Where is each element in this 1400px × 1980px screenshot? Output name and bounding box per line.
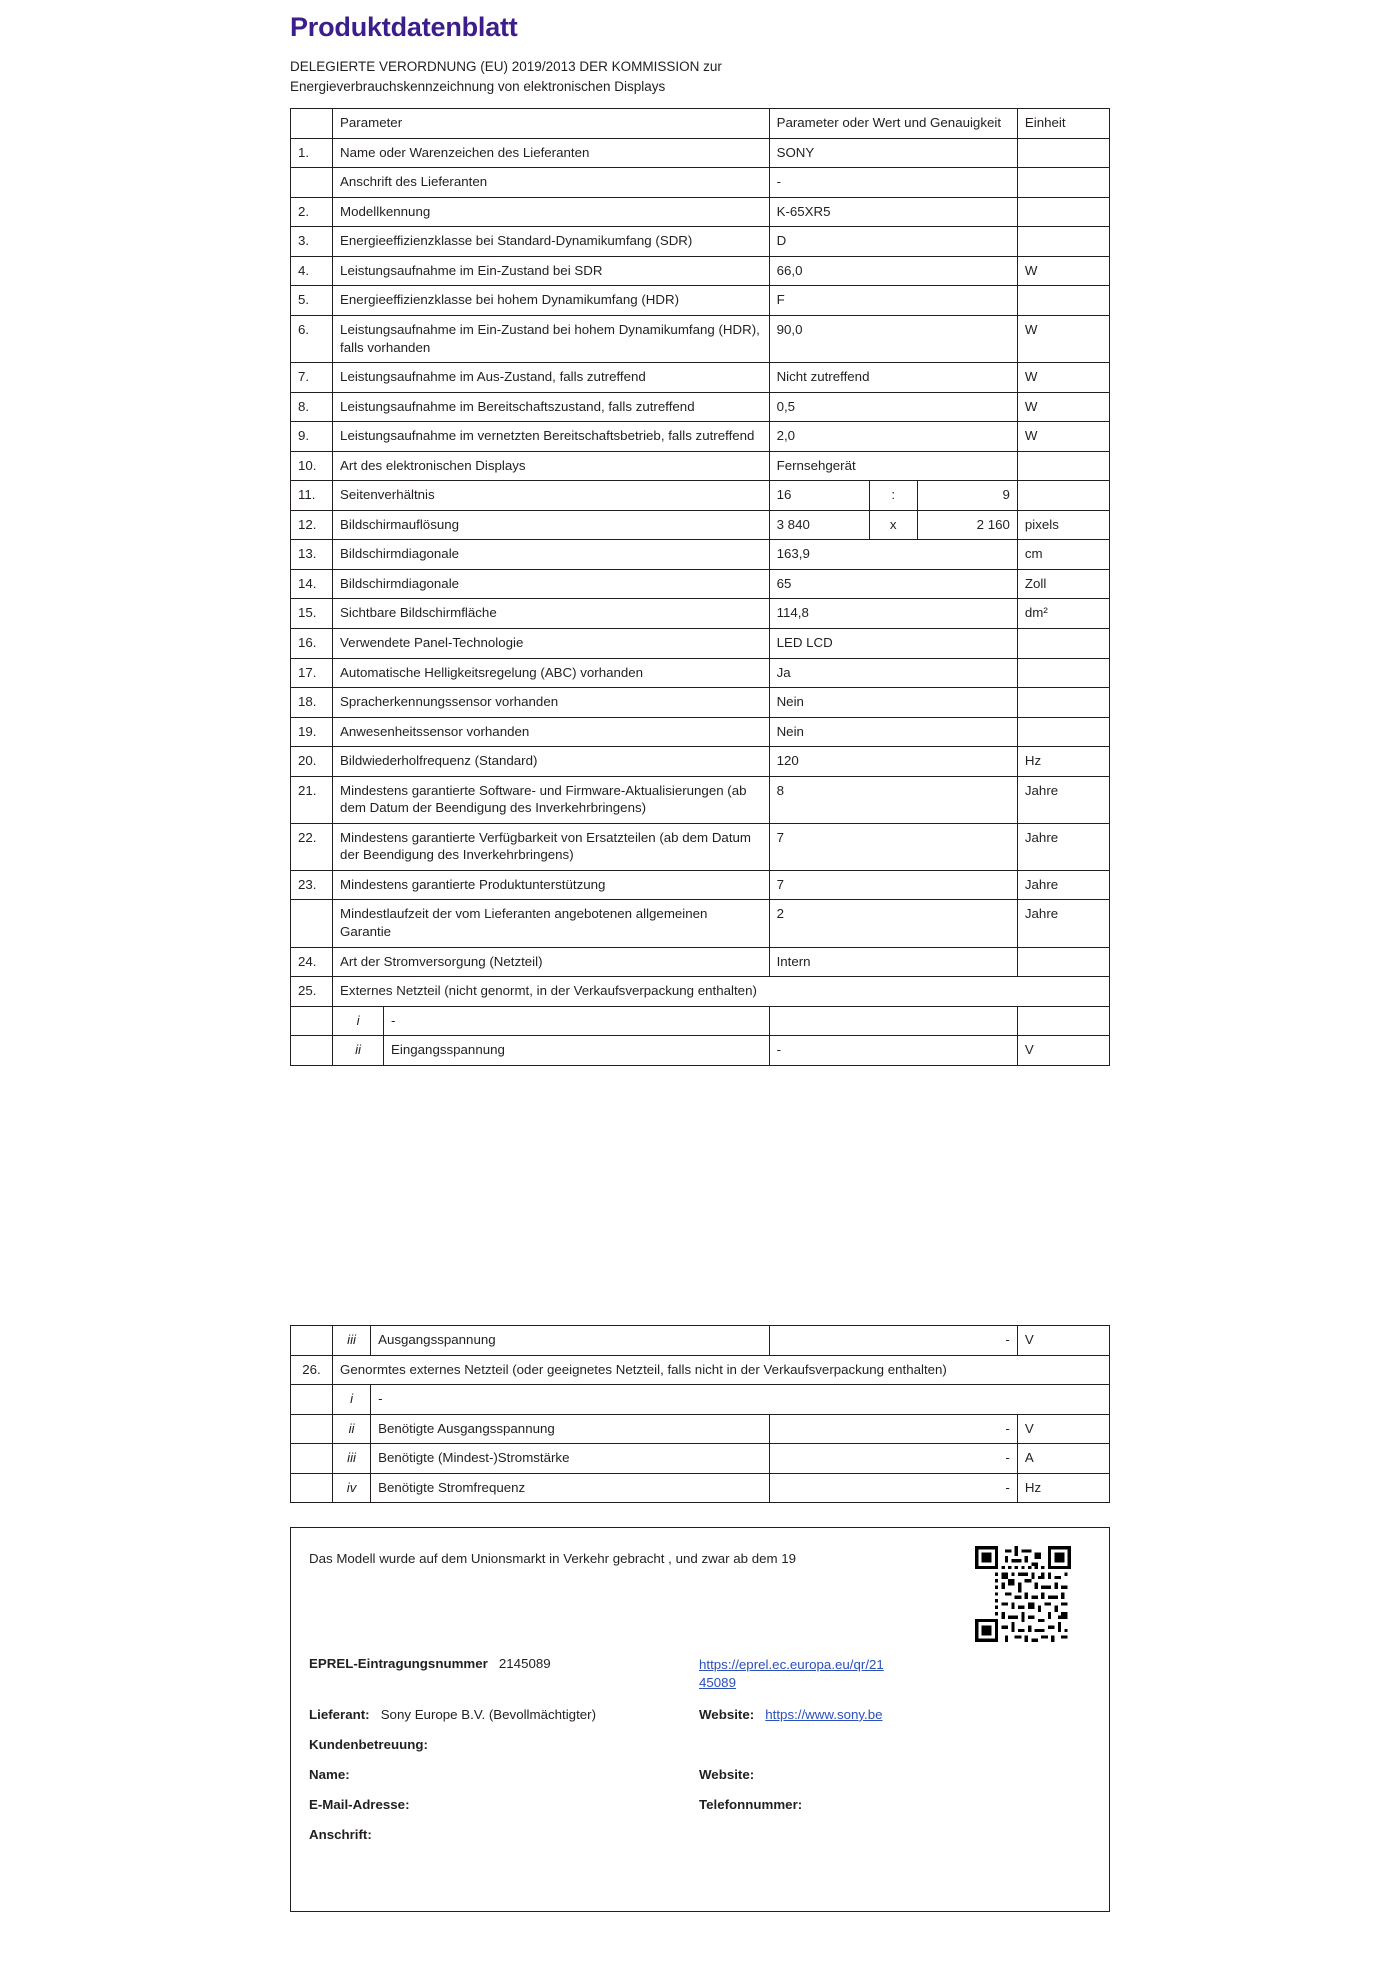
table-row: [291, 286, 1110, 316]
product-parameters-table: [290, 108, 1110, 1066]
row-value: Nicht zutreffend: [769, 363, 1017, 393]
resolution-height: 2 160: [976, 516, 1010, 532]
market-placement-note: Das Modell wurde auf dem Unionsmarkt in Verkehr gebracht , und zwar ab dem 19: [309, 1551, 797, 1566]
row-num: 26.: [291, 1355, 333, 1385]
subrow-param: Benötigte (Mindest-)Stromstärke: [371, 1444, 769, 1474]
table-row: [291, 392, 1110, 422]
row-unit: [1017, 451, 1109, 481]
row-param: Spracherkennungssensor vorhanden: [333, 688, 770, 718]
row-num: 25.: [291, 977, 333, 1007]
website-label-2: Website:: [699, 1766, 755, 1782]
table-row: [291, 363, 1110, 393]
subrow-param-cell: [333, 1036, 770, 1066]
row-num: 20.: [291, 747, 333, 777]
row-unit: W: [1017, 422, 1109, 452]
row-value: LED LCD: [769, 628, 1017, 658]
row-num: 18.: [291, 688, 333, 718]
subrow-value: -: [769, 1414, 1017, 1444]
row-unit: W: [1017, 363, 1109, 393]
customer-support-label: Kundenbetreuung:: [309, 1736, 428, 1752]
subrow-unit: A: [1017, 1444, 1109, 1474]
row-unit: [1017, 138, 1109, 168]
row-unit: W: [1017, 256, 1109, 286]
subrow-unit: V: [1017, 1326, 1109, 1356]
row-param: Automatische Helligkeitsregelung (ABC) vorhanden: [333, 658, 770, 688]
email-right: [699, 1797, 1079, 1812]
row-num-empty: [291, 1006, 333, 1036]
supplier-value: Sony Europe B.V. (Bevollmächtigter): [380, 1706, 597, 1722]
row-value: 8: [769, 776, 1017, 823]
subrow-roman: iii: [333, 1444, 371, 1474]
row-param: Energieeffizienzklasse bei Standard-Dynamikumfang (SDR): [333, 227, 770, 257]
resolution-separator: x: [869, 511, 918, 540]
row-num: [291, 168, 333, 198]
row-param: Mindestens garantierte Verfügbarkeit von Ersatzteilen (ab dem Datum der Beendigung des Inverkehrbringens): [333, 823, 770, 870]
aspect-width: 16: [776, 487, 792, 503]
subrow-roman: i: [333, 1385, 371, 1415]
row-num: 22.: [291, 823, 333, 870]
row-value: Intern: [769, 947, 1017, 977]
row-num-empty: [291, 1473, 333, 1503]
row-value: 114,8: [769, 599, 1017, 629]
qr-code: [975, 1546, 1071, 1642]
row-num: 24.: [291, 947, 333, 977]
customer-support-left: [309, 1737, 699, 1752]
row-value: Nein: [769, 717, 1017, 747]
row-num: 5.: [291, 286, 333, 316]
table-subrow: [291, 1385, 1110, 1415]
row-num-empty: [291, 1414, 333, 1444]
row-value-split: [769, 481, 1017, 511]
footer-details-grid: [309, 1656, 1093, 1857]
subrow-param: -: [391, 1012, 396, 1028]
subrow-value: -: [769, 1326, 1017, 1356]
subrow-value: -: [769, 1444, 1017, 1474]
row-param: Seitenverhältnis: [333, 481, 770, 511]
row-num: 15.: [291, 599, 333, 629]
email-left: [309, 1797, 699, 1812]
row-value: SONY: [769, 138, 1017, 168]
row-num-empty: [291, 1036, 333, 1066]
eprel-row: [309, 1656, 1093, 1692]
row-num: 13.: [291, 540, 333, 570]
row-param: Energieeffizienzklasse bei hohem Dynamikumfang (HDR): [333, 286, 770, 316]
row-param: Leistungsaufnahme im Ein-Zustand bei SDR: [333, 256, 770, 286]
row-unit: [1017, 628, 1109, 658]
phone-label: Telefonnummer:: [699, 1796, 803, 1812]
table-row: [291, 138, 1110, 168]
subrow-param: Benötigte Ausgangsspannung: [371, 1414, 769, 1444]
supplier-website-link[interactable]: https://www.sony.be: [765, 1706, 883, 1722]
row-value: D: [769, 227, 1017, 257]
table-row: [291, 628, 1110, 658]
row-value: 7: [769, 870, 1017, 900]
table-row: [291, 227, 1110, 257]
row-param: Art der Stromversorgung (Netzteil): [333, 947, 770, 977]
row-unit: [1017, 717, 1109, 747]
email-row: [309, 1797, 1093, 1812]
table-row: [291, 747, 1110, 777]
row-unit: W: [1017, 392, 1109, 422]
email-label: E-Mail-Adresse:: [309, 1796, 410, 1812]
table-row: [291, 540, 1110, 570]
address-row: [309, 1827, 1093, 1842]
header-value: Parameter oder Wert und Genauigkeit: [769, 109, 1017, 139]
row-num: 21.: [291, 776, 333, 823]
row-value-split: [769, 510, 1017, 540]
row-unit: dm²: [1017, 599, 1109, 629]
row-value: 120: [769, 747, 1017, 777]
row-param: Anschrift des Lieferanten: [333, 168, 770, 198]
subrow-unit: V: [1017, 1414, 1109, 1444]
table-row: [291, 947, 1110, 977]
row-num: 7.: [291, 363, 333, 393]
subrow-roman: i: [333, 1007, 384, 1036]
row-unit: cm: [1017, 540, 1109, 570]
row-value: 65: [769, 569, 1017, 599]
table-row: [291, 776, 1110, 823]
row-unit: [1017, 481, 1109, 511]
table-subrow: [291, 1006, 1110, 1036]
eprel-qr-link[interactable]: https://eprel.ec.europa.eu/qr/21: [699, 1657, 884, 1672]
row-param: Bildwiederholfrequenz (Standard): [333, 747, 770, 777]
row-unit: W: [1017, 315, 1109, 362]
datasheet-continuation-block: [290, 1325, 1110, 1503]
qr-code-image: [975, 1546, 1071, 1642]
aspect-separator: :: [869, 481, 918, 510]
table-row: [291, 422, 1110, 452]
row-unit: [1017, 168, 1109, 198]
table-row: [291, 256, 1110, 286]
row-param: Mindestens garantierte Software- und Firmware-Aktualisierungen (ab dem Datum der Beendigung des Inverkehrbringens): [333, 776, 770, 823]
address-left: [309, 1827, 699, 1842]
row-param: Genormtes externes Netzteil (oder geeignetes Netzteil, falls nicht in der Verkaufsverpackung enthalten): [333, 1355, 1110, 1385]
subrow-unit: Hz: [1017, 1473, 1109, 1503]
table-subrow: [291, 1414, 1110, 1444]
subtitle-line-2: Energieverbrauchskennzeichnung von elektronischen Displays: [290, 78, 666, 94]
row-unit: Jahre: [1017, 823, 1109, 870]
row-unit: [1017, 688, 1109, 718]
row-value: 2,0: [769, 422, 1017, 452]
row-param: Modellkennung: [333, 197, 770, 227]
row-value: F: [769, 286, 1017, 316]
subrow-param: Ausgangsspannung: [371, 1326, 769, 1356]
subrow-param: Eingangsspannung: [391, 1042, 505, 1058]
row-num-empty: [291, 1385, 333, 1415]
name-right: [699, 1767, 1079, 1782]
row-num: 10.: [291, 451, 333, 481]
subrow-unit: [1017, 1006, 1109, 1036]
row-value: -: [769, 168, 1017, 198]
subrow-param-cell: [333, 1006, 770, 1036]
row-num: 3.: [291, 227, 333, 257]
row-unit: Zoll: [1017, 569, 1109, 599]
row-param: Bildschirmdiagonale: [333, 540, 770, 570]
table-row: [291, 717, 1110, 747]
row-unit: Hz: [1017, 747, 1109, 777]
table-row: [291, 658, 1110, 688]
name-row: [309, 1767, 1093, 1782]
row-param: Leistungsaufnahme im vernetzten Bereitschaftsbetrieb, falls zutreffend: [333, 422, 770, 452]
table-subrow: [291, 1473, 1110, 1503]
row-param: Leistungsaufnahme im Ein-Zustand bei hohem Dynamikumfang (HDR), falls vorhanden: [333, 315, 770, 362]
supplier-right: [699, 1707, 1079, 1722]
row-param: Bildschirmdiagonale: [333, 569, 770, 599]
table-row: [291, 823, 1110, 870]
table-row-25: [291, 977, 1110, 1007]
row-param: Anwesenheitssensor vorhanden: [333, 717, 770, 747]
table-row-26: [291, 1355, 1110, 1385]
row-value: 66,0: [769, 256, 1017, 286]
row-param: Mindestens garantierte Produktunterstützung: [333, 870, 770, 900]
eprel-label: EPREL-Eintragungsnummer: [309, 1656, 488, 1671]
row-param: Externes Netzteil (nicht genormt, in der Verkaufsverpackung enthalten): [333, 977, 1110, 1007]
row-unit: [1017, 286, 1109, 316]
row-num: 8.: [291, 392, 333, 422]
row-num: 1.: [291, 138, 333, 168]
table-row: [291, 168, 1110, 198]
resolution-width: 3 840: [776, 516, 810, 532]
row-num: 12.: [291, 510, 333, 540]
row-num-empty: [291, 1326, 333, 1356]
subtitle-line-1: DELEGIERTE VERORDNUNG (EU) 2019/2013 DER KOMMISSION zur: [290, 59, 722, 74]
subrow-value: -: [769, 1036, 1017, 1066]
row-param: Art des elektronischen Displays: [333, 451, 770, 481]
table-row: [291, 315, 1110, 362]
row-num: 19.: [291, 717, 333, 747]
row-num: 16.: [291, 628, 333, 658]
header-parameter: Parameter: [333, 109, 770, 139]
row-unit: Jahre: [1017, 870, 1109, 900]
row-unit: [1017, 227, 1109, 257]
row-value: Fernsehgerät: [769, 451, 1017, 481]
table-header-row: [291, 109, 1110, 139]
subrow-value: [769, 1006, 1017, 1036]
header-num: [291, 109, 333, 139]
row-unit: [1017, 947, 1109, 977]
eprel-left: [309, 1656, 699, 1671]
table-row: [291, 510, 1110, 540]
row-num-empty: [291, 1444, 333, 1474]
row-num: 11.: [291, 481, 333, 511]
row-unit: [1017, 197, 1109, 227]
row-unit: pixels: [1017, 510, 1109, 540]
subrow-param: -: [371, 1385, 1110, 1415]
row-param: Mindestlaufzeit der vom Lieferanten angebotenen allgemeinen Garantie: [333, 900, 770, 947]
table-row: [291, 688, 1110, 718]
supplier-left: [309, 1707, 699, 1722]
datasheet-top-block: [290, 12, 1110, 1066]
row-param: Name oder Warenzeichen des Lieferanten: [333, 138, 770, 168]
row-num: 9.: [291, 422, 333, 452]
row-value: K-65XR5: [769, 197, 1017, 227]
row-param: Leistungsaufnahme im Aus-Zustand, falls zutreffend: [333, 363, 770, 393]
footer-info-box: [290, 1527, 1110, 1912]
eprel-value: 2145089: [498, 1656, 551, 1671]
row-param: Sichtbare Bildschirmfläche: [333, 599, 770, 629]
row-value: 163,9: [769, 540, 1017, 570]
table-row: [291, 870, 1110, 900]
aspect-height: 9: [1002, 487, 1010, 503]
address-label: Anschrift:: [309, 1826, 372, 1842]
customer-support-row: [309, 1737, 1093, 1752]
row-num: 2.: [291, 197, 333, 227]
row-num: [291, 900, 333, 947]
subrow-unit: V: [1017, 1036, 1109, 1066]
name-left: [309, 1767, 699, 1782]
row-param: Leistungsaufnahme im Bereitschaftszustand, falls zutreffend: [333, 392, 770, 422]
row-param: Verwendete Panel-Technologie: [333, 628, 770, 658]
eprel-qr-link-cont[interactable]: 45089: [699, 1674, 736, 1690]
row-param: Bildschirmauflösung: [333, 510, 770, 540]
table-row: [291, 451, 1110, 481]
subrow-roman: iii: [333, 1326, 371, 1356]
website-label: Website:: [699, 1706, 755, 1722]
row-unit: Jahre: [1017, 900, 1109, 947]
header-unit: Einheit: [1017, 109, 1109, 139]
supplier-label: Lieferant:: [309, 1706, 370, 1722]
row-num: 23.: [291, 870, 333, 900]
subrow-roman: iv: [333, 1473, 371, 1503]
table-row: [291, 481, 1110, 511]
row-unit: Jahre: [1017, 776, 1109, 823]
table-row: [291, 569, 1110, 599]
table-subrow: [291, 1326, 1110, 1356]
row-num: 6.: [291, 315, 333, 362]
row-unit: [1017, 658, 1109, 688]
row-num: 17.: [291, 658, 333, 688]
table-subrow: [291, 1036, 1110, 1066]
regulation-subtitle: [290, 57, 1110, 96]
table-row: [291, 900, 1110, 947]
eprel-right: [699, 1656, 1079, 1692]
name-label: Name:: [309, 1766, 350, 1782]
row-value: 0,5: [769, 392, 1017, 422]
row-num: 14.: [291, 569, 333, 599]
page-title: Produktdatenblatt: [290, 12, 518, 42]
row-value: 90,0: [769, 315, 1017, 362]
subrow-value: -: [769, 1473, 1017, 1503]
row-value: 2: [769, 900, 1017, 947]
table-row: [291, 599, 1110, 629]
row-num: 4.: [291, 256, 333, 286]
row-value: Ja: [769, 658, 1017, 688]
subrow-param: Benötigte Stromfrequenz: [371, 1473, 769, 1503]
table-subrow: [291, 1444, 1110, 1474]
subrow-roman: ii: [333, 1036, 384, 1065]
subrow-roman: ii: [333, 1414, 371, 1444]
row-value: Nein: [769, 688, 1017, 718]
row-value: 7: [769, 823, 1017, 870]
supplier-row: [309, 1707, 1093, 1722]
product-parameters-table-continued: [290, 1325, 1110, 1503]
table-row: [291, 197, 1110, 227]
